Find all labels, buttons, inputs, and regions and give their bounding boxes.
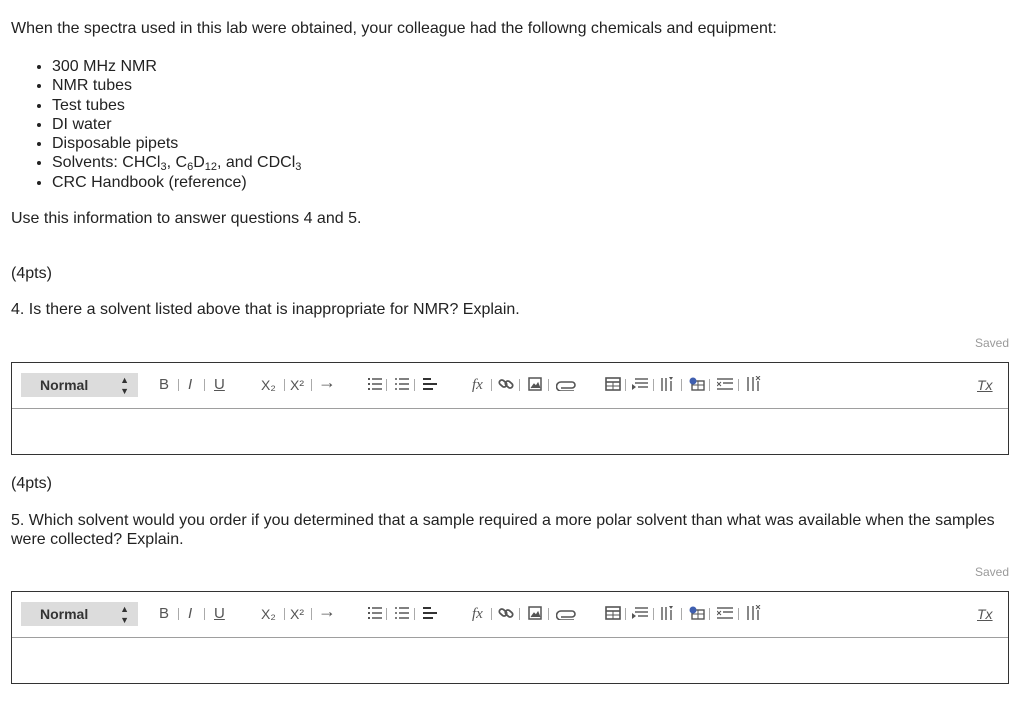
divider [491,379,492,391]
subscript-button[interactable]: X₂ [261,377,276,393]
saved-status: Saved [974,336,1009,350]
list-item: • 300 MHz NMR [52,57,301,76]
select-arrows-icon: ▲ ▼ [120,375,129,396]
solvents-text: D [193,154,205,172]
list-item: • Test tubes [52,96,301,115]
formula-button[interactable]: fx [472,606,483,622]
clear-format-button[interactable]: Tx [977,606,993,622]
answer-editor [11,362,1009,455]
divider [653,608,654,620]
subscript: 3 [295,161,302,174]
divider [178,379,179,391]
divider [414,608,415,620]
italic-button[interactable]: I [188,605,193,622]
insert-row-icon[interactable] [632,377,648,391]
divider [519,379,520,391]
list-item-solvents [52,153,301,172]
list-item: • Disposable pipets [52,134,301,153]
italic-button[interactable]: I [188,376,193,393]
answer-input[interactable] [12,409,1008,455]
divider [284,379,285,391]
delete-row-icon[interactable] [717,606,733,620]
points-label: (4pts) [11,475,52,492]
list-item: • DI water [52,115,301,134]
divider [414,379,415,391]
answer-input[interactable] [12,638,1008,684]
divider [204,379,205,391]
list-item: • NMR tubes [52,76,301,95]
delete-column-icon[interactable] [746,376,762,391]
divider [548,608,549,620]
attachment-icon[interactable] [556,379,578,391]
divider [311,379,312,391]
question-text: 5. Which solvent would you order if you determined that a sample required a more polar solvent than what was available when the samples were collected? Explain. [11,512,995,548]
formula-button[interactable]: fx [472,377,483,393]
divider [738,379,739,391]
underline-button[interactable]: U [214,376,225,393]
table-properties-icon[interactable] [689,606,705,620]
divider [311,608,312,620]
divider [386,379,387,391]
divider [625,379,626,391]
link-icon[interactable] [498,606,514,620]
ordered-list-icon[interactable] [368,606,382,620]
solvents-text: , C [166,154,188,172]
equipment-list [12,57,301,192]
divider [178,608,179,620]
underline-button[interactable]: U [214,605,225,622]
editor-toolbar [12,592,1008,638]
divider [284,608,285,620]
arrow-button[interactable]: → [318,601,336,621]
bullet-list-icon[interactable] [395,377,409,391]
solvents-text: , and CDCl [217,154,296,172]
divider [491,608,492,620]
divider [386,608,387,620]
table-icon[interactable] [605,606,621,620]
format-value: Normal [40,377,89,393]
bold-button[interactable]: B [159,605,170,622]
question-text: 4. Is there a solvent listed above that is inappropriate for NMR? Explain. [11,301,520,318]
select-arrows-icon: ▲ ▼ [120,604,129,625]
list-item: • CRC Handbook (reference) [52,173,301,192]
ordered-list-icon[interactable] [368,377,382,391]
subscript: 3 [160,161,167,174]
subscript: 12 [204,161,217,174]
attachment-icon[interactable] [556,608,578,620]
saved-status: Saved [974,565,1009,579]
insert-column-icon[interactable] [660,606,676,620]
insert-row-icon[interactable] [632,606,648,620]
superscript-button[interactable]: X² [290,377,304,393]
solvents-text: Solvents: CHCl [52,154,161,172]
table-properties-icon[interactable] [689,377,705,391]
format-value: Normal [40,606,89,622]
subscript: 6 [187,161,194,174]
table-icon[interactable] [605,377,621,391]
answer-editor [11,591,1009,684]
arrow-button[interactable]: → [318,372,336,392]
bold-button[interactable]: B [159,376,170,393]
divider [548,379,549,391]
divider [681,608,682,620]
editor-toolbar [12,363,1008,409]
align-icon[interactable] [423,606,437,620]
link-icon[interactable] [498,377,514,391]
format-select[interactable] [21,373,138,397]
image-icon[interactable] [528,606,542,620]
instructions-text: Use this information to answer questions 4 and 5. [11,210,362,227]
format-select[interactable] [21,602,138,626]
points-label: (4pts) [11,265,52,282]
divider [653,379,654,391]
align-icon[interactable] [423,377,437,391]
superscript-button[interactable]: X² [290,606,304,622]
divider [738,608,739,620]
divider [681,379,682,391]
divider [709,379,710,391]
divider [625,608,626,620]
intro-text: When the spectra used in this lab were obtained, your colleague had the followng chemicals and equipment: [11,20,777,37]
insert-column-icon[interactable] [660,377,676,391]
divider [519,608,520,620]
subscript-button[interactable]: X₂ [261,606,276,622]
divider [709,608,710,620]
image-icon[interactable] [528,377,542,391]
clear-format-button[interactable]: Tx [977,377,993,393]
delete-column-icon[interactable] [746,605,762,620]
delete-row-icon[interactable] [717,377,733,391]
divider [204,608,205,620]
bullet-list-icon[interactable] [395,606,409,620]
